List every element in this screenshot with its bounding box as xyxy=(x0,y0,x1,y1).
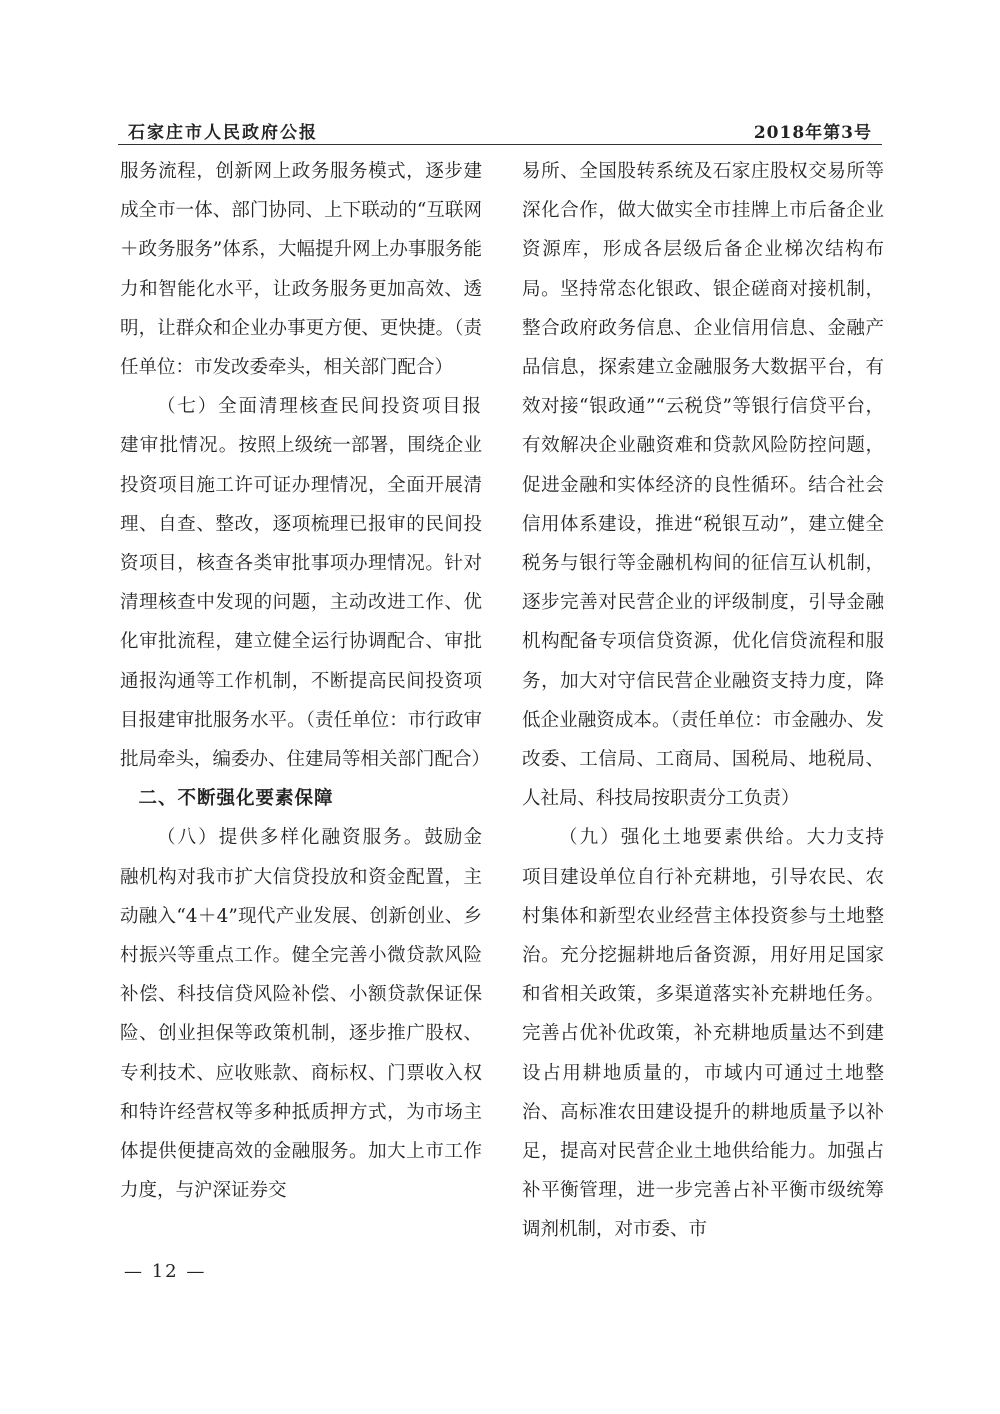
right-column xyxy=(522,152,884,1250)
page-number: — 12 — xyxy=(124,1261,207,1282)
item-8-heading: （八）提供多样化融资服务。 xyxy=(157,827,425,849)
item-9-paragraph xyxy=(522,818,884,1249)
publication-title: 石家庄市人民政府公报 xyxy=(128,123,318,143)
section-2-heading: 二、不断强化要素保障 xyxy=(138,788,334,810)
item-8-body: 鼓励金融机构对我市扩大信贷投放和资金配置，主动融入“4＋4”现代产业发展、创新创业、乡村振兴等重点工作。健全完善小微贷款风险补偿、科技信贷风险补偿、小额贷款保证保险、创业担保等政策机制，逐步推广股权、专利技术、应收账款、商标权、门票收入权和特许经营权等多种抵质押方式，为市场主体提供便捷高效的金融服务。加大上市工作力度，与沪深证券交 xyxy=(120,827,482,1202)
item-9-body: 大力支持项目建设单位自行补充耕地，引导农民、农村集体和新型农业经营主体投资参与土地整治。充分挖掘耕地后备资源，用好用足国家和省相关政策，多渠道落实补充耕地任务。完善占优补优政策，补充耕地质量达不到建设占用耕地质量的，市域内可通过土地整治、高标准农田建设提升的耕地质量予以补足，提高对民营企业土地供给能力。加强占补平衡管理，进一步完善占补平衡市级统筹调剂机制，对市委、市 xyxy=(522,827,884,1241)
item-7-heading: （七）全面清理核查民间投资项目报建审批情况。 xyxy=(120,396,482,457)
paragraph-continuation-right: 易所、全国股转系统及石家庄股权交易所等深化合作，做大做实全市挂牌上市后备企业资源库，形成各层级后备企业梯次结构布局。坚持常态化银政、银企磋商对接机制，整合政府政务信息、企业信用信息、金融产品信息，探索建立金融服务大数据平台，有效对接“银政通”“云税贷”等银行信贷平台，有效解决企业融资难和贷款风险防控问题，促进金融和实体经济的良性循环。结合社会信用体系建设，推进“税银互动”，建立健全税务与银行等金融机构间的征信互认机制，逐步完善对民营企业的评级制度，引导金融机构配备专项信贷资源，优化信贷流程和服务，加大对守信民营企业融资支持力度，降低企业融资成本。（责任单位：市金融办、发改委、工信局、工商局、国税局、地税局、人社局、科技局按职责分工负责） xyxy=(522,161,884,810)
item-7-body: 按照上级统一部署，围绕企业投资项目施工许可证办理情况，全面开展清理、自查、整改，逐项梳理已报审的民间投资项目，核查各类审批事项办理情况。针对清理核查中发现的问题，主动改进工作、优化审批流程，建立健全运行协调配合、审批通报沟通等工作机制，不断提高民间投资项目报建审批服务水平。（责任单位：市行政审批局牵头，编委办、住建局等相关部门配合） xyxy=(120,435,491,771)
item-9-heading: （九）强化土地要素供给。 xyxy=(559,827,807,849)
left-column xyxy=(120,152,491,1210)
item-8-paragraph xyxy=(120,818,482,1210)
paragraph-continuation: 服务流程，创新网上政务服务模式，逐步建成全市一体、部门协同、上下联动的“互联网＋政务服务”体系，大幅提升网上办事服务能力和智能化水平，让政务服务更加高效、透明，让群众和企业办事更方便、更快捷。（责任单位：市发改委牵头，相关部门配合） xyxy=(120,161,482,379)
issue-number: 2018年第3号 xyxy=(753,123,872,143)
item-7-paragraph xyxy=(120,387,491,779)
header-rule xyxy=(118,144,882,145)
